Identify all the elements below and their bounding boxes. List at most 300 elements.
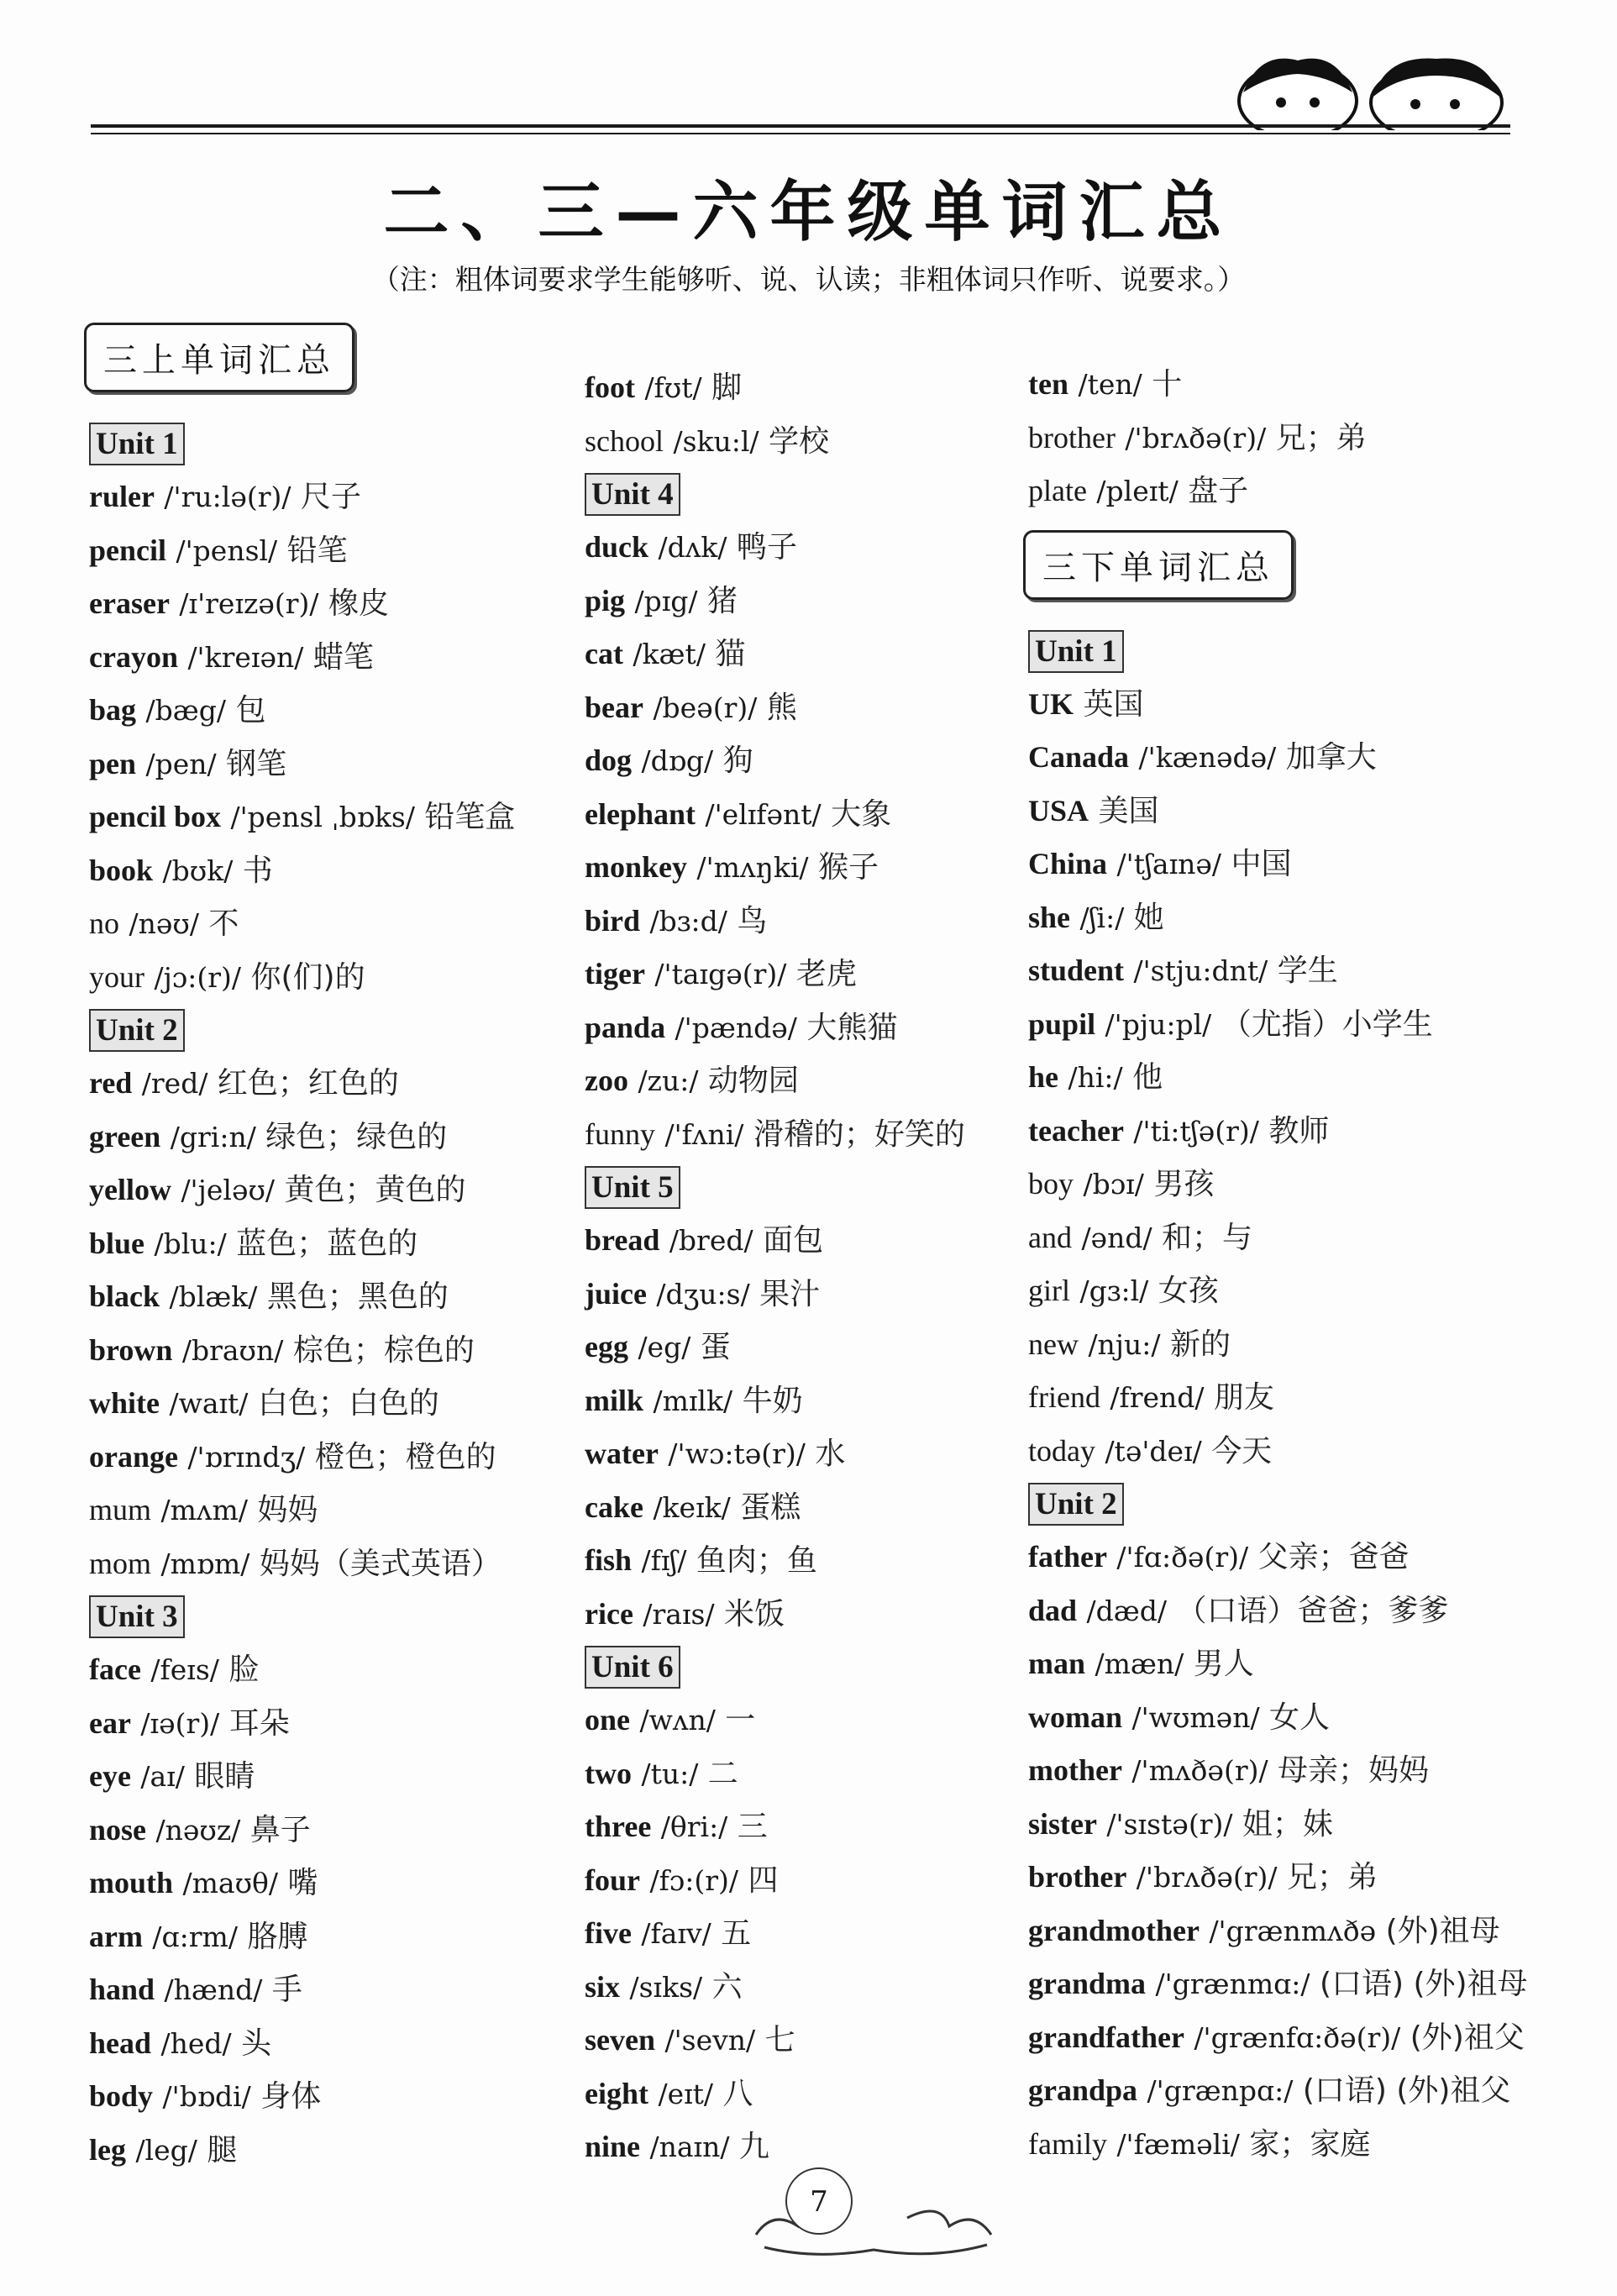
vocab-row — [580, 575, 1050, 628]
vocab-row — [84, 1750, 554, 1804]
vocab-meaning: 六 — [711, 1969, 743, 2004]
vocab-row — [84, 1377, 554, 1431]
vocab-meaning: 你(们)的 — [250, 959, 365, 995]
vocab-phonetic: /red/ — [141, 1067, 208, 1100]
vocab-phonetic: /maʊθ/ — [182, 1867, 279, 1899]
vocab-phonetic: /bʊk/ — [162, 854, 234, 887]
vocab-meaning: 蛋糕 — [740, 1490, 801, 1525]
vocab-meaning: 学生 — [1277, 954, 1338, 988]
vocab-word: man — [1028, 1647, 1086, 1680]
vocab-row — [1023, 1798, 1494, 1852]
vocab-meaning: 兄；弟 — [1287, 1860, 1378, 1894]
vocab-meaning: 盘子 — [1188, 474, 1249, 508]
vocab-row — [580, 1800, 1050, 1854]
vocab-row — [1023, 1691, 1494, 1745]
cartoon-faces-icon — [1226, 50, 1512, 130]
vocab-word: bird — [585, 903, 641, 938]
vocab-phonetic: /leg/ — [135, 2133, 197, 2167]
vocab-phonetic: /fɪʃ/ — [641, 1544, 687, 1577]
vocab-phonetic: /mʌm/ — [160, 1494, 248, 1526]
vocab-meaning: (口语) (外)祖父 — [1302, 2073, 1511, 2108]
vocab-word: family — [1028, 2126, 1107, 2161]
vocab-row — [1023, 2011, 1525, 2065]
vocab-row — [1023, 465, 1494, 518]
vocab-row — [84, 1324, 554, 1378]
vocab-word: and — [1028, 1220, 1072, 1254]
vocab-word: today — [1028, 1433, 1095, 1468]
vocab-row — [84, 2017, 554, 2071]
vocab-meaning: 手 — [271, 1973, 302, 2007]
vocab-word: sister — [1028, 1806, 1097, 1841]
vocab-row — [1023, 1957, 1528, 2011]
vocab-row — [84, 1431, 554, 1484]
vocab-phonetic: /hed/ — [160, 2026, 232, 2060]
vocab-phonetic: /faɪv/ — [641, 1917, 711, 1950]
vocab-row — [84, 1804, 554, 1857]
vocab-phonetic: /'fɑ:ðə(r)/ — [1116, 1541, 1249, 1574]
vocab-meaning: 教师 — [1268, 1113, 1330, 1148]
vocab-word: brother — [1028, 1860, 1127, 1894]
vocab-phonetic: /hænd/ — [164, 1973, 263, 2006]
vocab-word: ear — [89, 1705, 131, 1740]
vocab-word: eight — [585, 2076, 648, 2110]
vocab-phonetic: /'kreɪən/ — [187, 640, 304, 674]
vocab-phonetic: /gɜ:l/ — [1079, 1274, 1149, 1307]
vocab-row — [1023, 1371, 1494, 1425]
vocab-phonetic: /'mʌŋki/ — [696, 851, 809, 884]
vocab-row — [1023, 1318, 1494, 1372]
vocab-word: girl — [1028, 1274, 1070, 1307]
vocab-meaning: 和；与 — [1162, 1220, 1253, 1255]
vocab-word: grandmother — [1028, 1913, 1200, 1947]
vocab-phonetic: /ten/ — [1078, 368, 1142, 401]
unit-label: Unit 3 — [89, 1595, 185, 1638]
vocab-phonetic: /'jeləʊ/ — [181, 1174, 276, 1206]
unit-label: Unit 1 — [89, 423, 185, 465]
vocab-phonetic: /kæt/ — [633, 638, 706, 670]
vocab-meaning: 白色；白色的 — [257, 1386, 439, 1421]
vocab-meaning: 熊 — [766, 690, 797, 725]
vocab-row — [84, 791, 554, 844]
vocab-word: father — [1028, 1540, 1107, 1574]
vocab-meaning: 面包 — [763, 1223, 824, 1258]
header-rule — [91, 124, 1510, 128]
vocab-meaning: 朋友 — [1214, 1380, 1275, 1415]
vocab-phonetic: /'grænpɑ:/ — [1147, 2074, 1294, 2107]
vocab-meaning: 大象 — [831, 796, 892, 832]
vocab-row — [84, 951, 554, 1005]
vocab-row — [1023, 785, 1494, 838]
vocab-meaning: 黄色；黄色的 — [284, 1173, 466, 1207]
vocab-phonetic: /'fʌni/ — [664, 1117, 744, 1151]
vocab-word: eye — [89, 1759, 131, 1793]
vocab-row — [1023, 998, 1494, 1052]
vocab-phonetic: /blu:/ — [154, 1227, 227, 1260]
vocab-meaning: 红色；红色的 — [217, 1066, 399, 1101]
vocab-row — [1023, 1158, 1494, 1211]
vocab-word: bear — [585, 690, 643, 724]
vocab-row — [84, 1643, 554, 1697]
vocab-meaning: 蜡笔 — [312, 639, 374, 675]
vocab-phonetic: /dʒu:s/ — [656, 1277, 750, 1311]
page-title: 二、三—六年级单词汇总 — [383, 175, 1234, 250]
vocab-meaning: 二 — [707, 1756, 738, 1791]
unit-label: Unit 4 — [585, 473, 680, 516]
vocab-row — [1023, 1744, 1494, 1798]
vocab-meaning: 蓝色；蓝色的 — [236, 1226, 418, 1261]
vocab-meaning: 米饭 — [724, 1596, 785, 1631]
vocab-meaning: 英国 — [1083, 686, 1144, 722]
vocab-word: panda — [585, 1010, 666, 1044]
vocab-meaning: 铅笔盒 — [424, 800, 516, 834]
vocab-row — [1023, 412, 1494, 465]
vocab-meaning: 鸭子 — [736, 530, 797, 565]
vocab-phonetic: /'wʊmən/ — [1131, 1700, 1260, 1734]
column-1 — [84, 319, 554, 2177]
vocab-phonetic: /'ti:tʃə(r)/ — [1133, 1114, 1259, 1148]
vocab-word: bag — [89, 693, 137, 727]
vocab-meaning: 钢笔 — [226, 746, 287, 781]
vocab-meaning: 男人 — [1193, 1647, 1254, 1681]
vocab-meaning: 鱼肉；鱼 — [696, 1543, 817, 1578]
vocab-phonetic: /'fæməli/ — [1116, 2127, 1240, 2161]
vocab-phonetic: /hi:/ — [1068, 1061, 1123, 1094]
vocab-word: he — [1028, 1060, 1058, 1094]
vocab-row — [84, 684, 554, 738]
vocab-word: juice — [585, 1276, 647, 1311]
vocab-word: eraser — [89, 586, 170, 620]
vocab-phonetic: /ənd/ — [1081, 1221, 1152, 1254]
vocab-meaning: 果汁 — [759, 1276, 821, 1311]
vocab-meaning: 女孩 — [1158, 1274, 1219, 1308]
vocab-row — [580, 521, 1050, 575]
vocab-row — [580, 1854, 1050, 1908]
vocab-phonetic: /tu:/ — [641, 1757, 699, 1790]
vocab-phonetic: /mɪlk/ — [653, 1384, 733, 1417]
vocab-word: pupil — [1028, 1006, 1096, 1041]
vocab-meaning: 包 — [235, 693, 266, 728]
vocab-phonetic: /fɔ:(r)/ — [649, 1863, 739, 1897]
vocab-word: hand — [89, 1973, 155, 2006]
vocab-phonetic: /ʃi:/ — [1079, 901, 1125, 934]
vocab-word: pencil box — [89, 800, 222, 833]
vocab-word: UK — [1028, 686, 1074, 721]
unit-label: Unit 6 — [585, 1646, 680, 1689]
vocab-meaning: 猫 — [715, 637, 746, 671]
vocab-phonetic: /zu:/ — [638, 1064, 699, 1097]
vocab-phonetic: /'pju:pl/ — [1105, 1007, 1212, 1041]
vocab-row — [84, 844, 554, 898]
vocab-word: teacher — [1028, 1113, 1124, 1148]
vocab-row — [580, 841, 1050, 895]
vocab-row — [84, 1164, 554, 1217]
vocab-meaning: 中国 — [1231, 847, 1292, 881]
vocab-meaning: 七 — [764, 2023, 795, 2057]
vocab-phonetic: /ɑ:rm/ — [152, 1920, 238, 1953]
vocab-row — [1023, 1905, 1500, 1958]
vocab-row — [1023, 2118, 1494, 2172]
vocab-phonetic: /'brʌðə(r)/ — [1136, 1861, 1278, 1894]
vocab-meaning: 九 — [738, 2130, 769, 2164]
vocab-phonetic: /'mʌðə(r)/ — [1131, 1754, 1268, 1787]
vocab-word: woman — [1028, 1700, 1123, 1734]
vocab-meaning: 橙色；橙色的 — [314, 1439, 496, 1474]
vocab-phonetic: /bæg/ — [145, 694, 226, 727]
vocab-phonetic: /'sevn/ — [664, 2024, 756, 2057]
vocab-word: six — [585, 1969, 621, 2004]
vocab-word: four — [585, 1863, 640, 1897]
vocab-row — [580, 1961, 1050, 2015]
vocab-phonetic: /wʌn/ — [639, 1704, 716, 1736]
vocab-meaning: 新的 — [1169, 1327, 1231, 1362]
vocab-meaning: 牛奶 — [742, 1383, 803, 1418]
vocab-word: monkey — [585, 850, 688, 884]
vocab-meaning: 今天 — [1211, 1433, 1273, 1468]
vocab-word: green — [89, 1119, 161, 1153]
vocab-phonetic: /sku:l/ — [673, 424, 759, 458]
vocab-phonetic: /eɪt/ — [658, 2077, 714, 2110]
vocab-row — [580, 628, 1050, 681]
vocab-phonetic: /'ɒrɪndʒ/ — [187, 1440, 306, 1474]
vocab-row — [1023, 1637, 1494, 1691]
vocab-row — [580, 948, 1050, 1001]
vocab-word: mum — [89, 1493, 152, 1526]
vocab-word: brother — [1028, 420, 1116, 454]
vocab-word: ruler — [89, 480, 155, 513]
vocab-row — [1023, 1425, 1494, 1479]
vocab-word: crayon — [89, 639, 178, 674]
vocab-phonetic: /'wɔ:tə(r)/ — [668, 1437, 806, 1470]
vocab-meaning: 三 — [737, 1810, 768, 1844]
vocab-phonetic: /θri:/ — [660, 1810, 728, 1843]
vocab-word: boy — [1028, 1167, 1074, 1201]
vocab-row — [580, 895, 1050, 948]
vocab-row — [1023, 678, 1494, 732]
vocab-phonetic: /jɔ:(r)/ — [154, 960, 242, 994]
unit-label: Unit 2 — [1028, 1483, 1124, 1526]
vocab-word: red — [89, 1066, 133, 1100]
vocab-phonetic: /pleɪt/ — [1096, 475, 1179, 507]
vocab-phonetic: /'kænədə/ — [1138, 741, 1277, 774]
vocab-meaning: 家；家庭 — [1249, 2126, 1371, 2162]
vocab-phonetic: /dʌk/ — [658, 531, 727, 564]
vocab-phonetic: /waɪt/ — [169, 1387, 249, 1420]
vocab-word: orange — [89, 1439, 178, 1474]
vocab-phonetic: /bɔɪ/ — [1083, 1168, 1144, 1201]
vocab-word: rice — [585, 1596, 633, 1631]
vocab-phonetic: /naɪn/ — [649, 2130, 730, 2163]
vocab-row — [580, 1374, 1050, 1428]
vocab-word: two — [585, 1756, 632, 1790]
vocab-meaning: 胳膊 — [247, 1919, 308, 1954]
vocab-meaning: 水 — [815, 1437, 846, 1471]
vocab-word: ten — [1028, 367, 1068, 401]
header-rule-thin — [91, 133, 1510, 134]
vocab-phonetic: /'grænfɑ:ðə(r)/ — [1194, 2020, 1401, 2054]
vocab-word: one — [585, 1703, 630, 1736]
vocab-row — [1023, 944, 1494, 998]
vocab-meaning: 妈妈 — [257, 1493, 318, 1527]
vocab-meaning: 鼻子 — [249, 1812, 311, 1847]
word-list-col2 — [580, 361, 1050, 2174]
vocab-row — [1023, 1211, 1494, 1265]
vocab-phonetic: /nəʊz/ — [155, 1813, 241, 1847]
vocab-meaning: 她 — [1133, 900, 1164, 935]
vocab-phonetic: /'brʌðə(r)/ — [1125, 421, 1267, 454]
vocab-row — [580, 2014, 1050, 2067]
vocab-meaning: 狗 — [722, 743, 753, 778]
vocab-phonetic: /beə(r)/ — [653, 691, 758, 724]
section-title-grade3-up: 三上单词汇总 — [84, 323, 354, 392]
vocab-phonetic: /tə'deɪ/ — [1105, 1434, 1202, 1468]
vocab-row — [580, 361, 1050, 415]
vocab-word: nose — [89, 1812, 147, 1847]
vocab-phonetic: /dæd/ — [1086, 1594, 1168, 1627]
vocab-meaning: 黑色；黑色的 — [266, 1279, 449, 1314]
vocab-word: no — [89, 906, 119, 940]
vocab-row — [84, 631, 554, 685]
vocab-meaning: 女人 — [1269, 1700, 1331, 1735]
vocab-word: elephant — [585, 796, 696, 831]
section-title-grade3-down: 三下单词汇总 — [1023, 530, 1294, 600]
vocab-phonetic: /mæn/ — [1095, 1647, 1184, 1680]
vocab-meaning: 十 — [1152, 367, 1183, 402]
vocab-meaning: 妈妈（美式英语） — [259, 1546, 501, 1581]
vocab-word: face — [89, 1652, 141, 1686]
vocab-row — [84, 524, 554, 578]
vocab-word: leg — [89, 2132, 126, 2167]
vocab-meaning: 猴子 — [817, 850, 879, 885]
vocab-row — [580, 788, 1050, 842]
vocab-meaning: 绿色；绿色的 — [265, 1119, 448, 1154]
vocab-phonetic: /frend/ — [1110, 1381, 1205, 1414]
vocab-row — [580, 1694, 1050, 1747]
vocab-meaning: 脸 — [228, 1652, 260, 1687]
vocab-word: bread — [585, 1223, 660, 1257]
vocab-meaning: 美国 — [1098, 793, 1159, 828]
vocab-row — [84, 1963, 554, 2017]
vocab-phonetic: /nju:/ — [1088, 1327, 1161, 1361]
vocab-meaning: 蛋 — [700, 1330, 731, 1364]
vocab-word: pen — [89, 746, 137, 780]
vocab-phonetic: /ɪə(r)/ — [140, 1706, 220, 1740]
vocab-phonetic: /eg/ — [638, 1331, 691, 1363]
vocab-word: milk — [585, 1383, 644, 1417]
vocab-row — [580, 681, 1050, 735]
vocab-meaning: 鸟 — [737, 903, 768, 938]
vocab-meaning: 老虎 — [795, 957, 857, 991]
vocab-word: funny — [585, 1116, 655, 1151]
vocab-meaning: (外)祖父 — [1410, 2020, 1525, 2055]
vocab-meaning: 不 — [208, 906, 239, 941]
vocab-meaning: 铅笔 — [286, 533, 348, 568]
vocab-word: egg — [585, 1330, 628, 1363]
vocab-meaning: 脚 — [711, 370, 743, 405]
vocab-row — [84, 1537, 554, 1591]
vocab-phonetic: /pen/ — [145, 747, 217, 780]
vocab-row — [580, 1534, 1050, 1588]
vocab-meaning: 学校 — [769, 423, 830, 459]
vocab-row — [580, 1588, 1050, 1642]
vocab-word: cat — [585, 637, 623, 670]
vocab-word: pig — [585, 583, 626, 617]
vocab-word: grandpa — [1028, 2073, 1138, 2107]
vocab-word: tiger — [585, 957, 645, 990]
vocab-row — [580, 1321, 1050, 1374]
vocab-word: dog — [585, 743, 633, 777]
vocab-row — [84, 1270, 554, 1324]
column-2 — [580, 361, 1050, 2174]
vocab-word: foot — [585, 370, 635, 404]
vocab-word: mom — [89, 1546, 152, 1580]
vocab-meaning: 动物园 — [707, 1064, 799, 1098]
vocab-phonetic: /nəʊ/ — [129, 907, 199, 940]
vocab-phonetic: /keɪk/ — [653, 1490, 731, 1524]
vocab-row — [580, 1427, 1050, 1481]
vocab-word: three — [585, 1810, 652, 1843]
vocab-phonetic: /'tʃaɪnə/ — [1116, 848, 1222, 880]
unit-label: Unit 5 — [585, 1166, 680, 1209]
vocab-row — [84, 1111, 554, 1164]
vocab-meaning: 书 — [242, 853, 273, 888]
vocab-meaning: 父亲；爸爸 — [1257, 1540, 1410, 1574]
vocab-phonetic: /'grænmʌðə — [1209, 1914, 1377, 1947]
vocab-row — [1023, 1584, 1494, 1638]
vocab-row — [580, 1214, 1050, 1268]
vocab-meaning: 八 — [722, 2076, 753, 2111]
vocab-row — [580, 415, 1050, 469]
vocab-phonetic: /'taɪgə(r)/ — [654, 958, 787, 990]
vocab-word: yellow — [89, 1173, 171, 1206]
page-number: 7 — [785, 2167, 853, 2235]
vocab-row — [84, 2070, 554, 2124]
vocab-meaning: 身体 — [260, 2079, 322, 2114]
vocab-meaning: 滑稽的；好笑的 — [753, 1116, 965, 1152]
vocab-phonetic: /'ru:lə(r)/ — [164, 481, 291, 513]
vocab-word: seven — [585, 2023, 655, 2057]
vocab-row — [1023, 358, 1494, 412]
vocab-meaning: 尺子 — [300, 480, 361, 514]
vocab-phonetic: /'grænmɑ:/ — [1155, 1968, 1310, 2000]
vocab-row — [1023, 1264, 1494, 1318]
vocab-word: China — [1028, 847, 1108, 880]
vocab-phonetic: /'pensl/ — [176, 533, 278, 567]
vocab-word: blue — [89, 1226, 145, 1260]
vocab-row — [84, 1910, 554, 1964]
vocab-word: body — [89, 2079, 154, 2113]
vocab-row — [580, 1481, 1050, 1535]
vocab-word: pencil — [89, 533, 167, 567]
vocab-row — [1023, 731, 1494, 785]
vocab-row — [580, 1001, 1050, 1055]
vocab-word: nine — [585, 2130, 641, 2163]
vocab-word: she — [1028, 900, 1071, 934]
vocab-word: book — [89, 853, 154, 887]
vocab-phonetic: /'stju:dnt/ — [1133, 954, 1268, 987]
vocab-meaning: 眼睛 — [194, 1759, 255, 1794]
vocab-phonetic: /sɪks/ — [629, 1970, 703, 2004]
vocab-row — [580, 1268, 1050, 1321]
vocab-phonetic: /raɪs/ — [643, 1597, 715, 1631]
vocab-phonetic: /bɜ:d/ — [649, 904, 727, 938]
vocab-phonetic: /mɒm/ — [160, 1547, 250, 1580]
vocab-meaning: 他 — [1132, 1060, 1163, 1095]
vocab-row — [84, 1857, 554, 1910]
vocab-meaning: 兄；弟 — [1275, 420, 1367, 455]
vocab-word: brown — [89, 1332, 173, 1367]
vocab-row — [1023, 838, 1494, 891]
vocab-phonetic: /'pændə/ — [675, 1011, 797, 1044]
